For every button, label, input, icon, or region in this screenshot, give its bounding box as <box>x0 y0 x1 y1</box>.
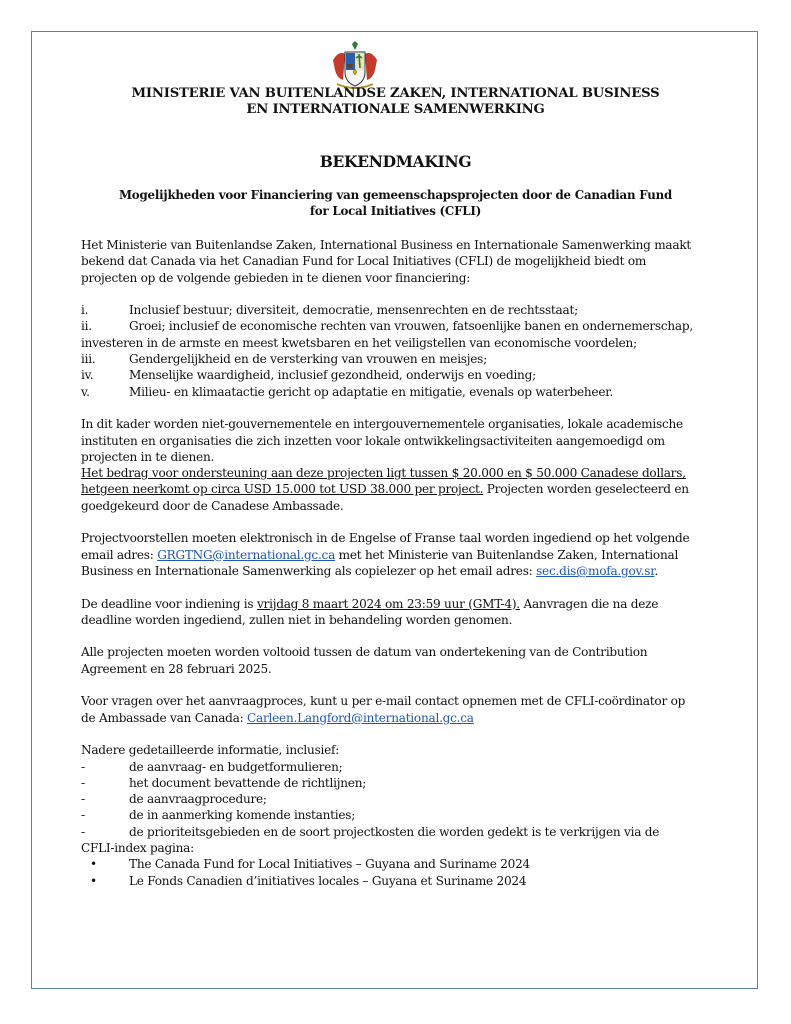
dash-marker: - <box>81 824 85 839</box>
deadline-date: vrijdag 8 maart 2024 om 23:59 uur (GMT-4). <box>256 596 520 611</box>
deadline-line-1 <box>81 596 721 612</box>
intro-line-2: bekend dat Canada via het Canadian Fund for Local Initiatives (CFLI) de mogelijkheid biedt om <box>81 254 647 269</box>
list-text: de aanvraagprocedure; <box>129 792 267 807</box>
subtitle-line-1: Mogelijkheden voor Financiering van gemeenschapsprojecten door de Canadian Fund <box>118 188 673 202</box>
contact-label: de Ambassade van Canada: <box>81 710 248 725</box>
cfli-link-french[interactable]: Le Fonds Canadien d’initiatives locales – Guyana et Suriname 2024 <box>129 873 527 888</box>
intro-line-3: projecten op de volgende gebieden in te dienen voor financiering: <box>81 270 471 285</box>
list-item <box>81 384 721 400</box>
ministry-line-1: MINISTERIE VAN BUITENLANDSE ZAKEN, INTERNATIONAL BUSINESS <box>131 86 660 101</box>
context-line-2: instituten en organisaties die zich inzetten voor lokale ontwikkelingsactiviteiten aangemoedigd om <box>81 433 665 448</box>
context-line-1: In dit kader worden niet-gouvernementele en intergouvernementele organisaties, lokale academische <box>81 417 683 432</box>
contact-line-2 <box>81 710 721 726</box>
context-line-3: projecten in te dienen. <box>81 449 215 464</box>
list-text: de aanvraag- en budgetformulieren; <box>129 759 343 774</box>
list-text: Gendergelijkheid en de versterking van vrouwen en meisjes; <box>129 352 487 367</box>
list-text: de in aanmerking komende instanties; <box>129 808 356 823</box>
dash-marker: - <box>81 792 85 807</box>
list-text: Groei; inclusief de economische rechten van vrouwen, fatsoenlijke banen en ondernemerschap, <box>129 319 693 334</box>
submission-text: Business en Internationale Samenwerking als copielezer op het email adres: <box>81 563 537 578</box>
amount-line-1 <box>81 465 721 481</box>
submission-label: email adres: <box>81 547 158 562</box>
list-item <box>81 302 721 318</box>
submission-period: . <box>654 563 659 578</box>
list-item <box>81 367 721 383</box>
ministry-line-2: EN INTERNATIONALE SAMENWERKING <box>246 102 545 117</box>
list-number: iii. <box>81 352 96 367</box>
list-number: iv. <box>81 368 94 383</box>
deadline-text: Aanvragen die na deze <box>519 596 659 611</box>
list-number: v. <box>81 384 90 399</box>
list-text: Menselijke waardigheid, inclusief gezondheid, onderwijs en voeding; <box>129 368 536 383</box>
bullet-marker: • <box>90 873 97 888</box>
email-link-grgtng[interactable]: GRGTNG@international.gc.ca <box>157 547 336 562</box>
list-item <box>81 318 721 334</box>
list-item <box>81 759 721 775</box>
list-number: ii. <box>81 319 92 334</box>
list-text: investeren in de armste en meest kwetsbaren en het veiligstellen van economische voordelen; <box>81 335 637 350</box>
list-item <box>81 824 721 840</box>
submission-line-1: Projectvoorstellen moeten elektronisch in de Engelse of Franse taal worden ingediend op het volgende <box>81 531 690 546</box>
subtitle-line-2: for Local Initiatives (CFLI) <box>309 204 482 218</box>
completion-line-1: Alle projecten moeten worden voltooid tussen de datum van ondertekening van de Contribution <box>81 645 648 660</box>
dash-marker: - <box>81 775 85 790</box>
submission-line-3 <box>81 563 721 579</box>
list-text: Inclusief bestuur; diversiteit, democratie, mensenrechten en de rechtsstaat; <box>129 303 578 318</box>
list-text: de prioriteitsgebieden en de soort projectkosten die worden gedekt is te verkrijgen via de <box>129 824 660 839</box>
submission-text: met het Ministerie van Buitenlandse Zaken, International <box>335 547 679 562</box>
deadline-label: De deadline voor indiening is <box>81 596 257 611</box>
list-item <box>81 807 721 823</box>
dash-marker: - <box>81 759 85 774</box>
document-body <box>81 237 721 889</box>
list-item <box>81 351 721 367</box>
cfli-link-english[interactable]: The Canada Fund for Local Initiatives – Guyana and Suriname 2024 <box>129 857 530 872</box>
coat-of-arms-icon <box>331 40 379 90</box>
intro-line-1: Het Ministerie van Buitenlandse Zaken, International Business en Internationale Samenwerking maakt <box>81 238 692 252</box>
dash-marker: - <box>81 808 85 823</box>
amount-selection-text: Projecten worden geselecteerd en <box>483 482 689 497</box>
amount-line-3: goedgekeurd door de Canadese Ambassade. <box>81 498 344 513</box>
list-text: het document bevattende de richtlijnen; <box>129 775 367 790</box>
submission-line-2 <box>81 547 721 563</box>
ministry-heading <box>70 86 721 118</box>
amount-range-text: Het bedrag voor ondersteuning aan deze projecten ligt tussen $ 20.000 en $ 50.000 Canadese dollars, <box>81 466 686 481</box>
completion-line-2: Agreement en 28 februari 2025. <box>81 661 272 676</box>
list-number: i. <box>81 303 89 318</box>
link-item <box>81 856 721 872</box>
details-heading: Nadere gedetailleerde informatie, inclusief: <box>81 743 340 758</box>
amount-line-2 <box>81 481 721 497</box>
list-item-continuation <box>81 335 721 351</box>
email-link-coordinator[interactable]: Carleen.Langford@international.gc.ca <box>247 710 474 725</box>
details-tail: CFLI-index pagina: <box>81 840 194 855</box>
deadline-line-2: deadline worden ingediend, zullen niet in behandeling worden genomen. <box>81 612 513 627</box>
list-text: Milieu- en klimaatactie gericht op adaptatie en mitigatie, evenals op waterbeheer. <box>129 384 614 399</box>
list-item <box>81 791 721 807</box>
link-item <box>81 873 721 889</box>
contact-line-1: Voor vragen over het aanvraagproces, kunt u per e-mail contact opnemen met de CFLI-coördinator op <box>81 694 686 709</box>
document-subtitle <box>110 187 681 219</box>
email-link-mofa[interactable]: sec.dis@mofa.gov.sr <box>536 563 655 578</box>
list-item <box>81 775 721 791</box>
document-title: BEKENDMAKING <box>319 152 472 171</box>
bullet-marker: • <box>90 857 97 872</box>
amount-usd-text: hetgeen neerkomt op circa USD 15.000 tot USD 38.000 per project. <box>81 482 484 497</box>
